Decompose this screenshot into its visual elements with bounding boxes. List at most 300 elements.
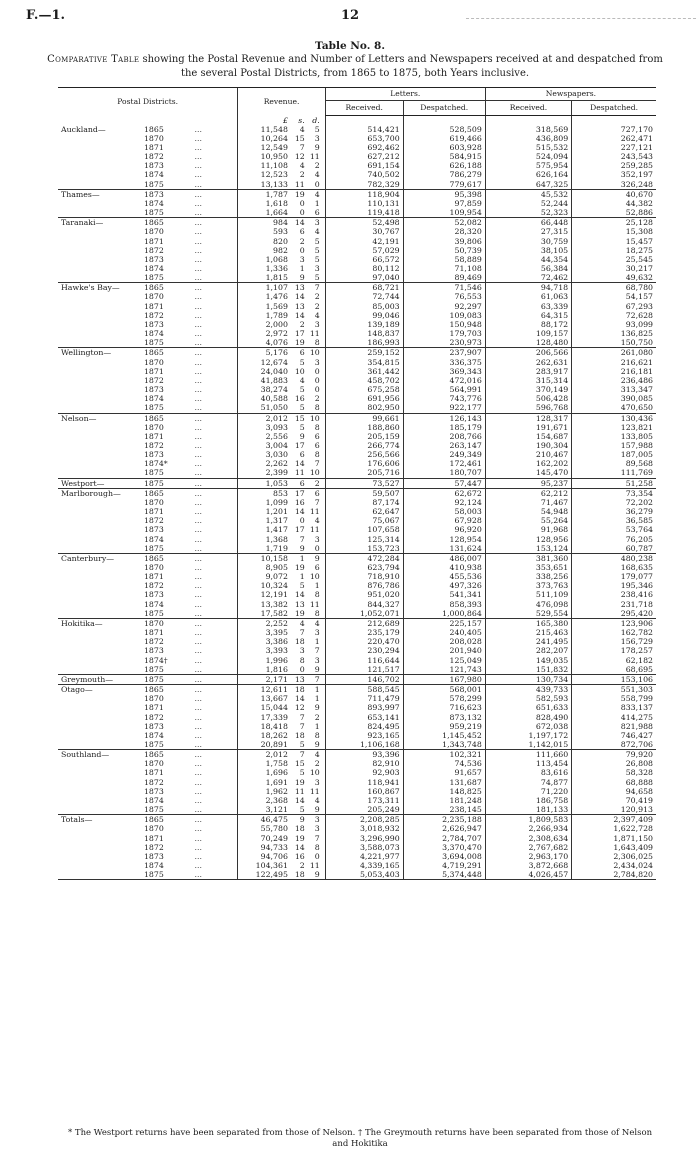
revenue-shillings: 5 — [299, 422, 305, 432]
leader-dots: ... — [194, 161, 202, 171]
revenue-pounds: 2,556 — [238, 432, 289, 441]
revenue-pence: 11 — [309, 507, 320, 517]
table-row — [58, 553, 656, 563]
table-row — [58, 218, 656, 228]
revenue-pounds: 1,107 — [238, 283, 289, 293]
header-newspapers-received: Received. — [485, 101, 571, 116]
district-name — [58, 338, 127, 348]
spacer — [127, 834, 141, 843]
table-row — [58, 394, 656, 403]
spacer — [127, 488, 141, 498]
newspapers-despatched: 746,427 — [572, 731, 656, 740]
spacer — [127, 507, 141, 516]
footnote: * The Westport returns have been separated from those of Nelson. † The Greymouth returns have been separated from those of Nelson and Hokitika — [67, 1128, 653, 1149]
letters-despatched: 3,370,470 — [403, 843, 485, 852]
revenue-shillings: 17 — [294, 329, 305, 339]
table-row — [58, 535, 656, 544]
letters-despatched: 181,248 — [403, 796, 485, 805]
newspapers-received: 370,149 — [485, 385, 571, 394]
revenue-pounds: 1,815 — [238, 273, 289, 283]
newspapers-despatched: 414,275 — [572, 713, 656, 722]
letters-despatched: 89,469 — [403, 273, 485, 283]
newspapers-received: 262,631 — [485, 358, 571, 367]
newspapers-despatched: 179,077 — [572, 572, 656, 581]
leader-dots: ... — [194, 366, 202, 376]
letters-received: 514,421 — [325, 125, 403, 134]
leader-dots: ... — [192, 208, 238, 218]
letters-received: 259,152 — [325, 348, 403, 358]
header-newspapers: Newspapers. — [485, 88, 656, 101]
newspapers-despatched: 156,729 — [572, 637, 656, 646]
letters-received: 72,744 — [325, 292, 403, 301]
letters-received: 802,950 — [325, 403, 403, 413]
district-name — [58, 665, 127, 675]
table-row — [58, 750, 656, 760]
newspapers-received: 52,323 — [485, 208, 571, 218]
revenue-pounds: 41,883 — [238, 376, 289, 385]
newspapers-despatched: 187,005 — [572, 450, 656, 459]
newspapers-received: 381,360 — [485, 553, 571, 563]
table-row — [58, 478, 656, 488]
revenue-shillings: 8 — [299, 655, 305, 665]
revenue-shillings: 19 — [294, 563, 305, 572]
newspapers-despatched: 68,780 — [572, 283, 656, 293]
newspapers-despatched: 120,913 — [572, 805, 656, 815]
revenue-pounds: 12,611 — [238, 685, 289, 695]
revenue-shillings: 9 — [299, 431, 305, 441]
table-caption — [40, 53, 670, 81]
revenue-pounds: 13,382 — [238, 600, 289, 609]
letters-received: 2,208,285 — [325, 815, 403, 825]
year-cell: 1871 — [143, 768, 164, 778]
revenue-shillings: 7 — [299, 721, 305, 731]
newspapers-despatched: 25,128 — [572, 218, 656, 228]
revenue-pence: 2 — [314, 161, 320, 171]
revenue-pence: 0 — [314, 851, 320, 861]
revenue-pence: 8 — [314, 450, 320, 460]
year-cell: 1865 — [143, 218, 164, 228]
revenue-shillings: 4 — [299, 124, 305, 134]
district-name — [58, 628, 127, 637]
newspapers-despatched: 70,419 — [572, 796, 656, 805]
spacer — [127, 600, 141, 609]
year-cell: 1875 — [141, 273, 192, 283]
revenue-pounds: 10,950 — [238, 152, 289, 161]
year-cell: 1874 — [143, 795, 164, 805]
spacer — [127, 740, 141, 750]
revenue-pounds: 10,324 — [238, 581, 289, 590]
table-row — [58, 656, 656, 665]
newspapers-despatched: 25,545 — [572, 255, 656, 264]
revenue-shillings: 16 — [294, 851, 305, 861]
letters-despatched: 58,889 — [403, 255, 485, 264]
year-cell: 1870 — [143, 618, 164, 628]
revenue-pounds: 13,667 — [238, 694, 289, 703]
revenue-pounds: 20,891 — [238, 740, 289, 750]
letters-received: 52,498 — [325, 218, 403, 228]
newspapers-received: 626,164 — [485, 170, 571, 179]
leader-dots: ... — [194, 375, 202, 385]
newspapers-despatched: 1,643,409 — [572, 843, 656, 852]
revenue-pence: 3 — [314, 655, 320, 665]
leader-dots: ... — [194, 637, 202, 647]
revenue-shillings: 14 — [294, 292, 305, 302]
letters-received: 893,997 — [325, 703, 403, 712]
spacer — [127, 385, 141, 394]
newspapers-received: 2,266,934 — [485, 824, 571, 833]
letters-received: 623,794 — [325, 563, 403, 572]
revenue-pounds: 2,000 — [238, 320, 289, 329]
district-name — [58, 759, 127, 768]
table-row — [58, 246, 656, 255]
newspapers-received: 27,315 — [485, 227, 571, 236]
letters-despatched: 180,707 — [403, 468, 485, 478]
revenue-pounds: 1,996 — [238, 656, 289, 665]
revenue-pounds: 104,361 — [238, 861, 289, 870]
year-cell: 1871 — [143, 507, 164, 517]
year-cell: 1872 — [143, 310, 164, 320]
revenue-pounds: 94,733 — [238, 843, 289, 852]
revenue-shillings: 3 — [299, 254, 305, 264]
letters-received: 3,018,932 — [325, 824, 403, 833]
newspapers-received: 2,767,682 — [485, 843, 571, 852]
letters-despatched: 2,235,188 — [403, 815, 485, 825]
newspapers-despatched: 1,622,728 — [572, 824, 656, 833]
revenue-pounds: 2,012 — [238, 413, 289, 423]
revenue-shillings: 4 — [299, 375, 305, 385]
revenue-shillings: 7 — [299, 628, 305, 638]
year-cell: 1875 — [141, 403, 192, 413]
revenue-pounds: 55,780 — [238, 824, 289, 833]
table-row — [58, 694, 656, 703]
spacer — [127, 367, 141, 376]
letters-despatched: 52,082 — [403, 218, 485, 228]
spacer — [127, 685, 141, 695]
spacer — [127, 161, 141, 170]
letters-received: 99,661 — [325, 413, 403, 423]
table-row — [58, 180, 656, 190]
letters-received: 1,052,071 — [325, 609, 403, 619]
letters-despatched: 5,374,448 — [403, 870, 485, 880]
newspapers-despatched: 168,635 — [572, 563, 656, 572]
leader-dots: ... — [194, 497, 202, 507]
revenue-shillings: 10 — [294, 366, 305, 376]
newspapers-despatched: 52,886 — [572, 208, 656, 218]
district-name — [58, 498, 127, 507]
newspapers-received: 651,633 — [485, 703, 571, 712]
table-row — [58, 468, 656, 478]
revenue-shillings: 15 — [294, 413, 305, 423]
leader-dots: ... — [194, 712, 202, 722]
leader-dots: ... — [192, 403, 238, 413]
revenue-pence: 2 — [314, 759, 320, 769]
leader-dots: ... — [194, 516, 202, 526]
revenue-shillings: 16 — [294, 394, 305, 404]
revenue-pounds: 94,706 — [238, 852, 289, 861]
letters-received: 30,767 — [325, 227, 403, 236]
revenue-pence: 7 — [314, 459, 320, 469]
revenue-pence: 8 — [306, 338, 325, 348]
letters-received: 146,702 — [325, 674, 403, 684]
revenue-pounds: 1,696 — [238, 768, 289, 777]
revenue-pence: 7 — [314, 833, 320, 843]
spacer — [127, 759, 141, 768]
revenue-shillings: 2 — [299, 861, 305, 870]
leader-dots: ... — [194, 198, 202, 208]
newspapers-received: 61,063 — [485, 292, 571, 301]
letters-received: 148,837 — [325, 329, 403, 338]
revenue-shillings: 9 — [289, 273, 306, 283]
year-cell: 1874 — [143, 534, 164, 544]
header-postal-districts: Postal Districts. — [58, 88, 238, 116]
letters-received: 68,721 — [325, 283, 403, 293]
year-cell: 1873 — [143, 319, 164, 329]
newspapers-despatched: 352,197 — [572, 170, 656, 179]
newspapers-received: 55,264 — [485, 516, 571, 525]
letters-despatched: 148,825 — [403, 787, 485, 796]
district-name — [58, 731, 127, 740]
revenue-shillings: 19 — [294, 189, 305, 199]
revenue-pence: 8 — [306, 609, 325, 619]
leader-dots: ... — [194, 385, 202, 395]
revenue-shillings: 0 — [289, 665, 306, 675]
district-name — [58, 535, 127, 544]
letters-despatched: 208,028 — [403, 637, 485, 646]
revenue-shillings: 7 — [299, 750, 305, 760]
spacer — [127, 815, 141, 825]
letters-despatched: 150,948 — [403, 320, 485, 329]
leader-dots: ... — [192, 468, 238, 478]
spacer — [127, 787, 141, 796]
newspapers-received: 210,467 — [485, 450, 571, 459]
table-row — [58, 459, 656, 468]
newspapers-received: 181,133 — [485, 805, 571, 815]
district-name — [58, 468, 127, 478]
page-code: F.—1. — [26, 8, 66, 23]
year-cell: 1873 — [143, 851, 164, 861]
leader-dots: ... — [194, 357, 202, 367]
spacer — [127, 180, 141, 190]
revenue-shillings: 5 — [299, 385, 305, 395]
newspapers-despatched: 2,434,024 — [572, 861, 656, 870]
year-cell: 1874 — [143, 394, 164, 404]
letters-despatched: 584,915 — [403, 152, 485, 161]
letters-despatched: 4,719,291 — [403, 861, 485, 870]
leader-dots: ... — [194, 553, 202, 563]
letters-despatched: 58,003 — [403, 507, 485, 516]
letters-received: 205,249 — [325, 805, 403, 815]
letters-despatched: 238,145 — [403, 805, 485, 815]
letters-despatched: 603,928 — [403, 143, 485, 152]
year-cell: 1865 — [143, 413, 164, 423]
revenue-shillings: 19 — [289, 609, 306, 619]
spacer — [127, 273, 141, 283]
year-cell: 1875 — [141, 208, 192, 218]
newspapers-received: 191,671 — [485, 423, 571, 432]
revenue-shillings: 9 — [289, 544, 306, 554]
district-name — [58, 843, 127, 852]
header-letters-despatched: Despatched. — [403, 101, 485, 116]
letters-despatched: 922,177 — [403, 403, 485, 413]
table-row — [58, 358, 656, 367]
leader-dots: ... — [194, 777, 202, 787]
revenue-pounds: 17,339 — [238, 713, 289, 722]
district-name: Hawke's Bay— — [61, 283, 120, 293]
revenue-shillings: 18 — [294, 730, 305, 740]
spacer — [127, 246, 141, 255]
table-row — [58, 618, 656, 628]
table-row — [58, 759, 656, 768]
revenue-shillings: 17 — [294, 440, 305, 450]
district-name: Taranaki— — [61, 218, 104, 228]
letters-received: 205,159 — [325, 432, 403, 441]
letters-despatched: 779,617 — [403, 180, 485, 190]
table-row — [58, 403, 656, 413]
newspapers-despatched: 2,306,025 — [572, 852, 656, 861]
table-row — [58, 311, 656, 320]
year-cell: 1870 — [143, 824, 164, 834]
newspapers-despatched: 313,347 — [572, 385, 656, 394]
leader-dots: ... — [192, 805, 238, 815]
revenue-shillings: 2 — [299, 170, 305, 180]
revenue-pounds: 15,044 — [238, 703, 289, 712]
newspapers-despatched: 68,888 — [572, 778, 656, 787]
table-row — [58, 385, 656, 394]
letters-received: 711,479 — [325, 694, 403, 703]
revenue-pence: 9 — [306, 665, 325, 675]
spacer — [127, 338, 141, 348]
district-name — [58, 544, 127, 554]
year-cell: 1865 — [143, 348, 164, 358]
letters-received: 87,174 — [325, 498, 403, 507]
table-row — [58, 170, 656, 179]
newspapers-despatched: 178,257 — [572, 646, 656, 655]
caption-text: showing the Postal Revenue and Number of Letters and Newspapers received at and despatched from the several Postal Districts, from 1865 to 1875, both Years inclusive. — [139, 54, 663, 79]
newspapers-despatched: 18,275 — [572, 246, 656, 255]
letters-received: 653,700 — [325, 134, 403, 143]
letters-received: 62,647 — [325, 507, 403, 516]
table-row — [58, 488, 656, 498]
letters-received: 4,221,977 — [325, 852, 403, 861]
revenue-pounds: 1,417 — [238, 525, 289, 534]
table-row — [58, 815, 656, 825]
letters-despatched: 131,624 — [403, 544, 485, 554]
leader-dots: ... — [194, 815, 202, 825]
year-cell: 1875 — [141, 740, 192, 750]
year-cell: 1872 — [143, 637, 164, 647]
letters-despatched: 28,320 — [403, 227, 485, 236]
revenue-pence: 2 — [314, 394, 320, 404]
revenue-pounds: 3,030 — [238, 450, 289, 459]
revenue-pounds: 1,962 — [238, 787, 289, 796]
letters-despatched: 109,083 — [403, 311, 485, 320]
year-cell: 1871 — [143, 301, 164, 311]
year-cell: 1870 — [143, 227, 164, 237]
letters-despatched: 2,626,947 — [403, 824, 485, 833]
district-name — [58, 311, 127, 320]
spacer — [127, 535, 141, 544]
spacer — [127, 468, 141, 478]
district-name — [58, 507, 127, 516]
newspapers-received: 436,809 — [485, 134, 571, 143]
newspapers-despatched: 30,217 — [572, 264, 656, 273]
leader-dots: ... — [192, 870, 238, 880]
spacer — [127, 843, 141, 852]
leader-dots: ... — [194, 133, 202, 143]
leader-dots: ... — [194, 254, 202, 264]
district-name — [58, 376, 127, 385]
revenue-pence: 10 — [306, 468, 325, 478]
revenue-pounds: 3,393 — [238, 646, 289, 655]
table-row — [58, 572, 656, 581]
table-row — [58, 423, 656, 432]
letters-received: 116,644 — [325, 656, 403, 665]
newspapers-received: 596,768 — [485, 403, 571, 413]
newspapers-despatched: 231,718 — [572, 600, 656, 609]
letters-despatched: 3,694,008 — [403, 852, 485, 861]
year-cell: 1873 — [143, 646, 164, 656]
spacer — [127, 674, 141, 684]
letters-received: 4,339,165 — [325, 861, 403, 870]
spacer — [127, 292, 141, 301]
revenue-pounds: 1,569 — [238, 302, 289, 311]
leader-dots: ... — [194, 646, 202, 656]
revenue-pounds: 2,252 — [238, 618, 289, 628]
letters-despatched: 619,466 — [403, 134, 485, 143]
newspapers-despatched: 243,543 — [572, 152, 656, 161]
district-name — [58, 834, 127, 843]
postal-table — [58, 87, 656, 880]
table-row — [58, 870, 656, 880]
newspapers-despatched: 54,157 — [572, 292, 656, 301]
year-cell: 1871 — [143, 703, 164, 713]
letters-despatched: 172,461 — [403, 459, 485, 468]
letters-received: 121,517 — [325, 665, 403, 675]
newspapers-received: 515,532 — [485, 143, 571, 152]
letters-despatched: 472,016 — [403, 376, 485, 385]
revenue-pence: 7 — [314, 497, 320, 507]
district-name: Totals— — [61, 815, 93, 825]
district-name — [58, 768, 127, 777]
revenue-pence: 2 — [306, 478, 325, 488]
newspapers-received: 74,877 — [485, 778, 571, 787]
newspapers-received: 149,035 — [485, 656, 571, 665]
district-name — [58, 432, 127, 441]
letters-despatched: 2,784,707 — [403, 834, 485, 843]
letters-despatched: 230,973 — [403, 338, 485, 348]
letters-received: 923,165 — [325, 731, 403, 740]
table-row — [58, 824, 656, 833]
table-row — [58, 283, 656, 293]
letters-received: 653,141 — [325, 713, 403, 722]
district-name — [58, 600, 127, 609]
newspapers-despatched: 216,621 — [572, 358, 656, 367]
spacer — [127, 768, 141, 777]
spacer — [127, 459, 141, 468]
revenue-pence: 2 — [314, 301, 320, 311]
revenue-pence: 10 — [309, 413, 320, 423]
newspapers-received: 153,124 — [485, 544, 571, 554]
revenue-pounds: 1,758 — [238, 759, 289, 768]
revenue-pence: 10 — [309, 768, 320, 778]
newspapers-despatched: 326,248 — [572, 180, 656, 190]
spacer — [127, 516, 141, 525]
year-cell: 1875 — [141, 180, 192, 190]
leader-dots: ... — [194, 628, 202, 638]
revenue-pounds: 18,418 — [238, 722, 289, 731]
newspapers-despatched: 295,420 — [572, 609, 656, 619]
leader-dots: ... — [194, 563, 202, 572]
